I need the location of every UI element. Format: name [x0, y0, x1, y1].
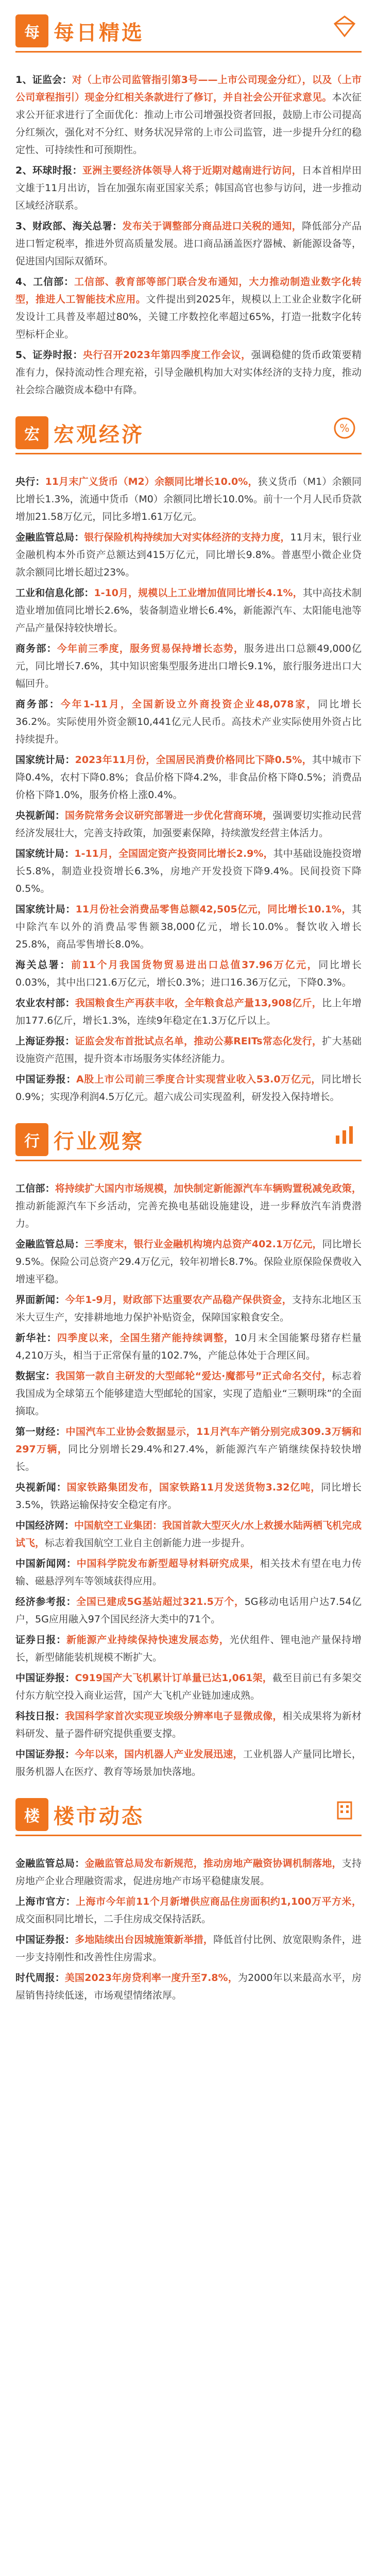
news-body: 相关技术有望在电力传输、磁悬浮列车等领域获得应用。: [15, 1558, 362, 1587]
news-body: 服务进出口总额49,000亿元，同比增长7.6%，其中知识密集型服务进出口增长9.1%，旅行服务进出口大幅回升。: [15, 643, 362, 689]
news-item: [15, 1291, 362, 1326]
news-highlight: 将持续扩大国内市场规模，加快制定新能源汽车车辆购置税减免政策，: [55, 1183, 362, 1194]
news-body: 为2000年以来最高水平，房屋销售持续低迷，市场观望情绪浓厚。: [15, 1972, 362, 2001]
news-source: 工业和信息化部：: [15, 587, 94, 599]
news-body: 其中城市下降0.4%，农村下降0.8%；食品价格下降4.2%，非食品价格下降0.5%；消费品价格下降1.0%，服务价格上涨0.4%。: [15, 754, 362, 801]
news-body: 文件提出到2025年，规模以上工业企业数字化研发设计工具普及率超过80%，关键工序数控化率超过65%，打造一批数字化转型标杆企业。: [15, 294, 362, 340]
section-title: 宏观经济: [54, 422, 144, 447]
news-source: 上海市官方：: [15, 1896, 76, 1907]
section-divider: [15, 1835, 362, 1836]
news-item: [15, 346, 362, 399]
news-body: 10月末全国能繁母猪存栏量4,210万头，相当于正常保有量的102.7%，产能总体处于合理区间。: [15, 1332, 362, 1361]
news-source: 5、证券时报：: [15, 349, 83, 361]
news-body: 其中基础设施投资增长5.8%，制造业投资增长6.3%，房地产开发投资下降9.4%。民间投资下降0.5%。: [15, 848, 362, 894]
news-highlight: 中国航空工业集团：我国首款大型灭火/水上救援水陆两栖飞机完成试飞，: [15, 1520, 362, 1549]
news-item: [15, 994, 362, 1029]
section-header-daily: [0, 0, 377, 62]
news-body: 日本首相岸田文雄于11月出访，旨在加强东南亚国家关系；韩国高官也参与访问，进一步推动区域经济联系。: [15, 165, 362, 211]
news-body: 光伏组件、锂电池产量保持增长，新型储能装机规模不断扩大。: [15, 1634, 362, 1663]
section-title-wrap: [15, 14, 144, 47]
news-highlight: 四季度以来，全国生猪产能持续调整，: [57, 1332, 235, 1344]
news-highlight: 中国科学院发布新型超导材料研究成果，: [76, 1558, 260, 1569]
news-highlight: 对（上市公司监管指引第3号——上市公司现金分红），以及（上市公司章程指引）现金分红相关条款进行了修订，并自社会公开征求意见。: [15, 74, 362, 103]
news-body: 其中高技术制造业增加值同比增长2.6%，装备制造业增长6.4%，新能源汽车、太阳能电池等产品产量保持较快增长。: [15, 587, 362, 634]
news-highlight: 证监会发布首批试点名单，推动公募REITs常态化发行，: [75, 1036, 322, 1047]
news-source: 国家统计局：: [15, 904, 76, 915]
news-item: [15, 1931, 362, 1966]
news-body: 11月末，银行业金融机构本外币资产总额达到415万亿元，同比增长9.8%。普惠型小微企业贷款余额同比增长超过23%。: [15, 532, 362, 578]
news-highlight: 中国汽车工业协会数据显示，11月汽车产销分别完成309.3万辆和297万辆，: [15, 1426, 362, 1455]
news-source: 中国证券报：: [15, 1749, 75, 1760]
news-body: 同比分别增长29.4%和27.4%，新能源汽车产销继续保持较快增长。: [15, 1444, 362, 1472]
news-source: 中国证券报：: [15, 1934, 75, 1945]
news-source: 1、证监会：: [15, 74, 72, 86]
section-badge-icon: 行: [15, 1123, 48, 1156]
section-badge-icon: 每: [15, 14, 48, 47]
news-item: [15, 1969, 362, 2004]
section-body-daily: [0, 71, 377, 399]
news-item: [15, 1855, 362, 1890]
news-source: 金融监管总局：: [15, 1858, 85, 1869]
news-source: 2、环球时报：: [15, 165, 82, 176]
news-highlight: 上海市今年前11个月新增供应商品住房面积约1,100万平方米，: [76, 1896, 362, 1907]
news-source: 新华社：: [15, 1332, 57, 1344]
news-body: 支持房地产企业合理融资需求，促进房地产市场平稳健康发展。: [15, 1858, 362, 1887]
news-highlight: 工信部、教育部等部门联合发布通知，大力推动制造业数字化转型，推进人工智能技术应用。: [15, 276, 362, 305]
news-highlight: 新能源产业持续保持快速发展态势，: [66, 1634, 230, 1646]
news-body: 强调要切实推动民营经济发展壮大，完善支持政策，加强要素保障，持续激发经营主体活力。: [15, 810, 362, 839]
news-source: 国家统计局：: [15, 848, 75, 859]
news-item: [15, 751, 362, 804]
news-item: [15, 529, 362, 581]
news-body: 强调稳健的货币政策要精准有力，保持流动性合理充裕，引导金融机构加大对实体经济的支持力度，推动社会综合融资成本稳中有降。: [15, 349, 362, 396]
news-source: 央视新闻：: [15, 810, 65, 821]
section-body-realestate: [0, 1855, 377, 2004]
section-title: 行业观察: [54, 1129, 144, 1154]
news-body: 支持东北地区玉米大豆生产，安排耕地地力保护补贴资金，保障国家粮食安全。: [15, 1294, 362, 1323]
news-highlight: 多地陆续出台因城施策新举措，: [75, 1934, 214, 1945]
news-source: 商务部：: [15, 643, 57, 654]
news-item: [15, 1329, 362, 1364]
news-highlight: 银行保险机构持续加大对实体经济的支持力度，: [84, 532, 290, 543]
section-divider: [15, 1160, 362, 1161]
news-body: 降低首付比例、放宽限购条件，进一步支持刚性和改善性住房需求。: [15, 1934, 362, 1963]
news-body: 其中除汽车以外的消费品零售额38,000亿元，增长10.0%。餐饮收入增长25.8%，商品零售增长8.0%。: [15, 904, 362, 950]
news-item: [15, 1631, 362, 1666]
section-body-macro: [0, 473, 377, 1106]
building-icon: [333, 1798, 356, 1822]
news-item: [15, 1893, 362, 1928]
news-highlight: 11月末广义货币（M2）余额同比增长10.0%，: [45, 476, 258, 487]
news-body: 推动新能源汽车下乡活动，完善充换电基础设施建设，进一步释放汽车消费潜力。: [15, 1200, 362, 1229]
news-item: [15, 901, 362, 953]
news-item: [15, 1423, 362, 1476]
news-highlight: 1-10月，规模以上工业增加值同比增长4.1%，: [94, 587, 303, 599]
section-body-industry: [0, 1180, 377, 1781]
news-source: 国家统计局：: [15, 754, 75, 766]
news-item: [15, 845, 362, 897]
news-body: 同比增长0.03%，其中出口21.6万亿元，增长0.3%；进口16.36万亿元，下降0.3%。: [15, 959, 362, 988]
news-source: 科技日报：: [15, 1710, 65, 1722]
news-highlight: 央行召开2023年第四季度工作会议，: [82, 349, 251, 361]
news-item: [15, 1669, 362, 1704]
news-item: [15, 1071, 362, 1106]
news-highlight: 发布关于调整部分商品进口关税的通知，: [122, 221, 302, 232]
news-source: 农业农村部：: [15, 997, 75, 1009]
news-highlight: 我国粮食生产再获丰收，全年粮食总产量13,908亿斤，: [75, 997, 322, 1009]
news-source: 金融监管总局：: [15, 1239, 84, 1250]
news-item: [15, 956, 362, 991]
news-source: 3、财政部、海关总署：: [15, 221, 123, 232]
news-source: 时代周报：: [15, 1972, 65, 1984]
percent-icon: [333, 416, 356, 440]
news-body: 狭义货币（M1）余额同比增长1.3%，流通中货币（M0）余额同比增长10.0%。前十一个月人民币贷款增加21.58万亿元，同比多增1.61万亿元。: [15, 476, 362, 522]
chart-bars-icon: [333, 1123, 356, 1147]
news-source: 证券日报：: [15, 1634, 66, 1646]
news-source: 工信部：: [15, 1183, 55, 1194]
news-body: 成交面积同比增长，二手住房成交保持活跃。: [15, 1913, 212, 1925]
section-divider: [15, 51, 362, 53]
section-badge-icon: 宏: [15, 416, 48, 449]
section-header-realestate: [0, 1784, 377, 1845]
news-source: 数据宝：: [15, 1370, 56, 1382]
news-body: 降低部分产品进口暂定税率，推进外贸高质量发展。进口商品涵盖医疗器械、新能源设备等，促进国内国际双循环。: [15, 221, 362, 267]
section-header-macro: [0, 402, 377, 464]
news-body: 同比增长0.9%；实现净利润4.5万亿元。超六成公司实现盈利，研发投入保持增长。: [15, 1074, 362, 1103]
section-title-wrap: [15, 1123, 144, 1156]
news-body: 截至目前已有多架交付东方航空投入商业运营，国产大飞机产业链加速成熟。: [15, 1672, 362, 1701]
news-source: 央行：: [15, 476, 45, 487]
news-source: 中国经济网：: [15, 1520, 75, 1531]
news-body: 工业机器人产量同比增长，服务机器人在医疗、教育等场景加快落地。: [15, 1749, 362, 1777]
news-body: 扩大基础设施资产范围，提升资本市场服务实体经济能力。: [15, 1036, 362, 1064]
news-item: [15, 162, 362, 214]
news-source: 经济参考报：: [15, 1596, 77, 1607]
news-source: 4、工信部：: [15, 276, 74, 287]
section-divider: [15, 453, 362, 454]
section-badge-icon: 楼: [15, 1798, 48, 1831]
news-item: [15, 273, 362, 343]
news-source: 海关总署：: [15, 959, 71, 971]
news-source: 中国证券报：: [15, 1672, 75, 1684]
news-highlight: 金融监管总局发布新规范，推动房地产融资协调机制落地，: [84, 1858, 342, 1869]
news-source: 商务部：: [15, 699, 61, 710]
news-item: [15, 807, 362, 842]
news-highlight: 三季度末，银行业金融机构境内总资产402.1万亿元，: [84, 1239, 322, 1250]
news-highlight: 2023年11月份，全国居民消费价格同比下降0.5%，: [75, 754, 312, 766]
news-item: [15, 640, 362, 692]
news-highlight: 今年1-9月，财政部下达重要农产品稳产保供资金，: [65, 1294, 293, 1306]
news-body: 5G移动电话用户达7.54亿户，5G应用融入97个国民经济大类中的71个。: [15, 1596, 362, 1625]
news-item: [15, 584, 362, 637]
section-title: 每日精选: [54, 21, 144, 45]
news-body: 比上年增加177.6亿斤，增长1.3%，连续9年稳定在1.3万亿斤以上。: [15, 997, 362, 1026]
news-item: [15, 1479, 362, 1514]
section-title-wrap: [15, 1798, 144, 1831]
section-title: 楼市动态: [54, 1804, 144, 1828]
news-item: [15, 1367, 362, 1420]
diamond-icon: [333, 14, 356, 38]
news-highlight: 1-11月，全国固定资产投资同比增长2.9%，: [74, 848, 273, 859]
section-header-industry: [0, 1109, 377, 1171]
news-source: 央视新闻：: [15, 1482, 67, 1493]
news-body: 标志着我国航空工业自主创新能力进一步提升。: [45, 1537, 251, 1549]
news-highlight: 我国第一款自主研发的大型邮轮“爱达·魔都号”正式命名交付，: [55, 1370, 332, 1382]
news-highlight: 全国已建成5G基站超过321.5万个，: [76, 1596, 245, 1607]
news-item: [15, 1593, 362, 1628]
news-source: 金融监管总局：: [15, 532, 84, 543]
news-highlight: 美国2023年房贷利率一度升至7.8%，: [64, 1972, 238, 1984]
news-highlight: 今年1-11月，全国新设立外商投资企业48,078家，: [60, 699, 318, 710]
news-item: [15, 1555, 362, 1590]
news-highlight: 国务院常务会议研究部署进一步优化营商环境，: [65, 810, 273, 821]
section-title-wrap: [15, 416, 144, 449]
news-item: [15, 696, 362, 748]
news-highlight: A股上市公司前三季度合计实现营业收入53.0万亿元，: [76, 1074, 321, 1085]
news-body: 同比增长3.5%，铁路运输保持安全稳定有序。: [15, 1482, 362, 1511]
news-item: [15, 1517, 362, 1552]
news-highlight: 11月份社会消费品零售总额42,505亿元，同比增长10.1%，: [75, 904, 352, 915]
news-item: [15, 1745, 362, 1781]
news-body: 本次征求公开征求进行了全面优化：推动上市公司增强投资者回报，鼓励上市公司提高分红频次，强化对不分红、财务状况异常的上市公司监管，进一步提升分红的稳定性、可持续性和可预期性。: [15, 92, 362, 156]
news-highlight: 国家铁路集团发布，国家铁路11月发送货物3.32亿吨，: [66, 1482, 321, 1493]
news-item: [15, 1707, 362, 1742]
news-item: [15, 71, 362, 159]
news-item: [15, 473, 362, 526]
news-source: 上海证券报：: [15, 1036, 75, 1047]
news-body: 相关成果将为新材料研发、量子器件研究提供重要支撑。: [15, 1710, 362, 1739]
news-body: 同比增长9.5%。保险公司总资产29.4万亿元，较年初增长8.7%。保险业原保险保费收入增速平稳。: [15, 1239, 362, 1285]
news-item: [15, 1032, 362, 1067]
news-highlight: C919国产大飞机累计订单量已达1,061架，: [75, 1672, 273, 1684]
news-source: 界面新闻：: [15, 1294, 65, 1306]
news-body: 同比增长36.2%。实际使用外资金额10,441亿元人民币。高技术产业实际使用外资占比持续提升。: [15, 699, 362, 745]
news-highlight: 今年以来，国内机器人产业发展迅速，: [75, 1749, 243, 1760]
news-source: 第一财经：: [15, 1426, 66, 1437]
news-item: [15, 1180, 362, 1232]
news-highlight: 今年前三季度，服务贸易保持增长态势，: [57, 643, 245, 654]
news-highlight: 亚洲主要经济体领导人将于近期对越南进行访问，: [82, 165, 302, 176]
svg-text:%: %: [339, 422, 350, 434]
news-item: [15, 1235, 362, 1288]
news-source: 中国证券报：: [15, 1074, 77, 1085]
news-source: 中国新闻网：: [15, 1558, 77, 1569]
news-item: [15, 217, 362, 270]
news-body: 标志着我国成为全球第五个能够建造大型邮轮的国家，实现了造船业“三颗明珠”的全面摘取。: [15, 1370, 362, 1417]
news-highlight: 前11个月我国货物贸易进出口总值37.96万亿元，: [71, 959, 319, 971]
news-highlight: 我国科学家首次实现亚埃级分辨率电子显微成像，: [65, 1710, 283, 1722]
